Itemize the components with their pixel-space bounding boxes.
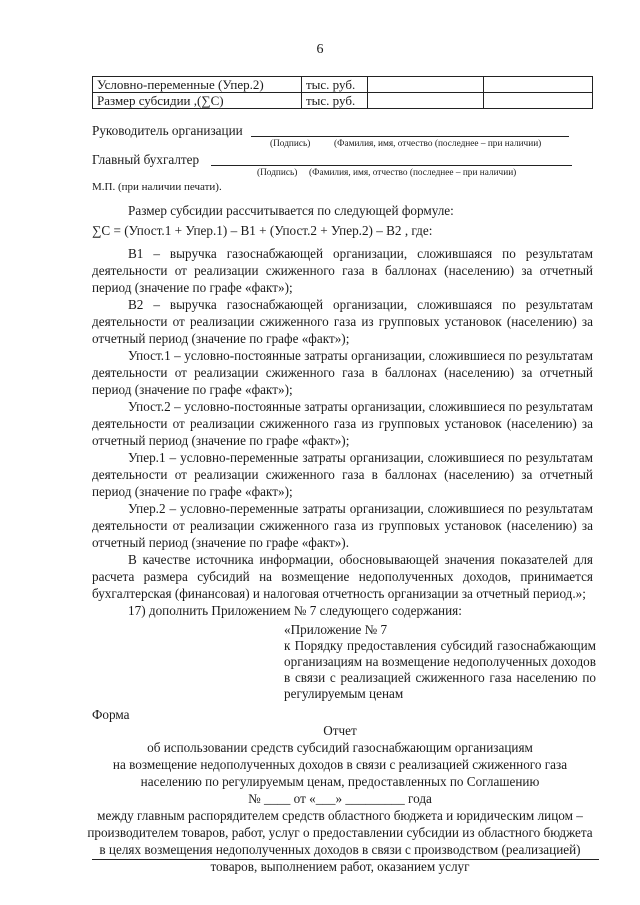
report-line: производителем товаров, работ, услуг о предоставлении субсидии из областного бюджета: [87, 825, 593, 840]
stamp-note: М.П. (при наличии печати).: [92, 181, 222, 193]
accountant-caption-sign: (Подпись): [257, 168, 298, 178]
accountant-label: Главный бухгалтер: [92, 152, 200, 167]
appendix-text: к Порядку предоставления субсидий газоснабжающим организациям на возмещение недополученных доходов в связи с реализацией сжиженного газа населению по регулируемым ценам: [284, 638, 596, 701]
report-title: Отчет: [323, 723, 357, 738]
item-17: 17) дополнить Приложением № 7 следующего содержания:: [128, 603, 462, 618]
definition-b2: В2 – выручка газоснабжающей организации, сложившаяся по результатам деятельности от реализации сжиженного газа из групповых установок (населению) за отчетный период (значение по графе «факт»);: [92, 297, 593, 346]
formula-intro: Размер субсидии рассчитывается по следующей формуле:: [128, 203, 454, 218]
report-line: в целях возмещения недополученных доходов в связи с производством (реализацией): [99, 842, 581, 857]
table-cell-value: [484, 93, 593, 109]
table-cell-name: Условно-переменные (Упер.2): [93, 77, 302, 93]
definition-upost2: Упост.2 – условно-постоянные затраты организации, сложившиеся по результатам деятельности от реализации сжиженного газа из групповых установок (населению) за отчетный период (значение по графе «факт»);: [92, 399, 593, 448]
head-label: Руководитель организации: [92, 123, 243, 138]
head-signature-line: [251, 122, 569, 137]
table-cell-name: Размер субсидии ,(∑С): [93, 93, 302, 109]
report-line: между главным распорядителем средств областного бюджета и юридическим лицом –: [97, 808, 583, 823]
definition-b1: В1 – выручка газоснабжающей организации, сложившаяся по результатам деятельности от реализации сжиженного газа в баллонах (населению) за отчетный период (значение по графе «факт»);: [92, 246, 593, 295]
table-row: [93, 77, 593, 93]
definition-uper2: Упер.2 – условно-переменные затраты организации, сложившиеся по результатам деятельности от реализации сжиженного газа из групповых установок (населению) за отчетный период (значение по графе «факт»).: [92, 501, 593, 550]
table-row: [93, 93, 593, 109]
report-heading: [60, 722, 620, 875]
subsidy-table: [92, 76, 593, 109]
definition-upost1: Упост.1 – условно-постоянные затраты организации, сложившиеся по результатам деятельности от реализации сжиженного газа в баллонах (населению) за отчетный период (значение по графе «факт»);: [92, 348, 593, 397]
formula: ∑С = (Упост.1 + Упер.1) – В1 + (Упост.2 + Упер.2) – В2 , где:: [92, 223, 433, 238]
accountant-caption-name: (Фамилия, имя, отчество (последнее – при наличии): [309, 168, 517, 178]
report-line: № ____ от «___» _________ года: [248, 791, 432, 806]
definition-uper1: Упер.1 – условно-переменные затраты организации, сложившиеся по результатам деятельности от реализации сжиженного газа в баллонах (населению) за отчетный период (значение по графе «факт»);: [92, 450, 593, 499]
appendix-header: [284, 622, 596, 702]
head-caption-sign: (Подпись): [270, 139, 311, 149]
bottom-divider: [92, 859, 599, 860]
report-line: на возмещение недополученных доходов в связи с реализацией сжиженного газа: [112, 757, 568, 772]
report-line: об использовании средств субсидий газоснабжающим организациям: [147, 740, 533, 755]
head-caption-name: (Фамилия, имя, отчество (последнее – при наличии): [334, 139, 542, 149]
table-cell-value: [368, 93, 484, 109]
report-line: товаров, выполнением работ, оказанием услуг: [210, 859, 470, 874]
accountant-signature-line: [211, 151, 572, 166]
table-cell-value: [484, 77, 593, 93]
page-number: 6: [316, 42, 324, 57]
form-label: Форма: [92, 707, 130, 722]
table-cell-value: [368, 77, 484, 93]
appendix-title: «Приложение № 7: [284, 622, 388, 637]
table-cell-unit: тыс. руб.: [302, 77, 368, 93]
source-info-paragraph: В качестве источника информации, обосновывающей значения показателей для расчета размера субсидий на возмещение недополученных доходов, принимается бухгалтерская (финансовая) и налоговая отчетность организации за отчетный период.»;: [92, 552, 593, 601]
report-line: населению по регулируемым ценам, предоставленных по Соглашению: [140, 774, 540, 789]
table-cell-unit: тыс. руб.: [302, 93, 368, 109]
definitions-block: [92, 245, 593, 619]
